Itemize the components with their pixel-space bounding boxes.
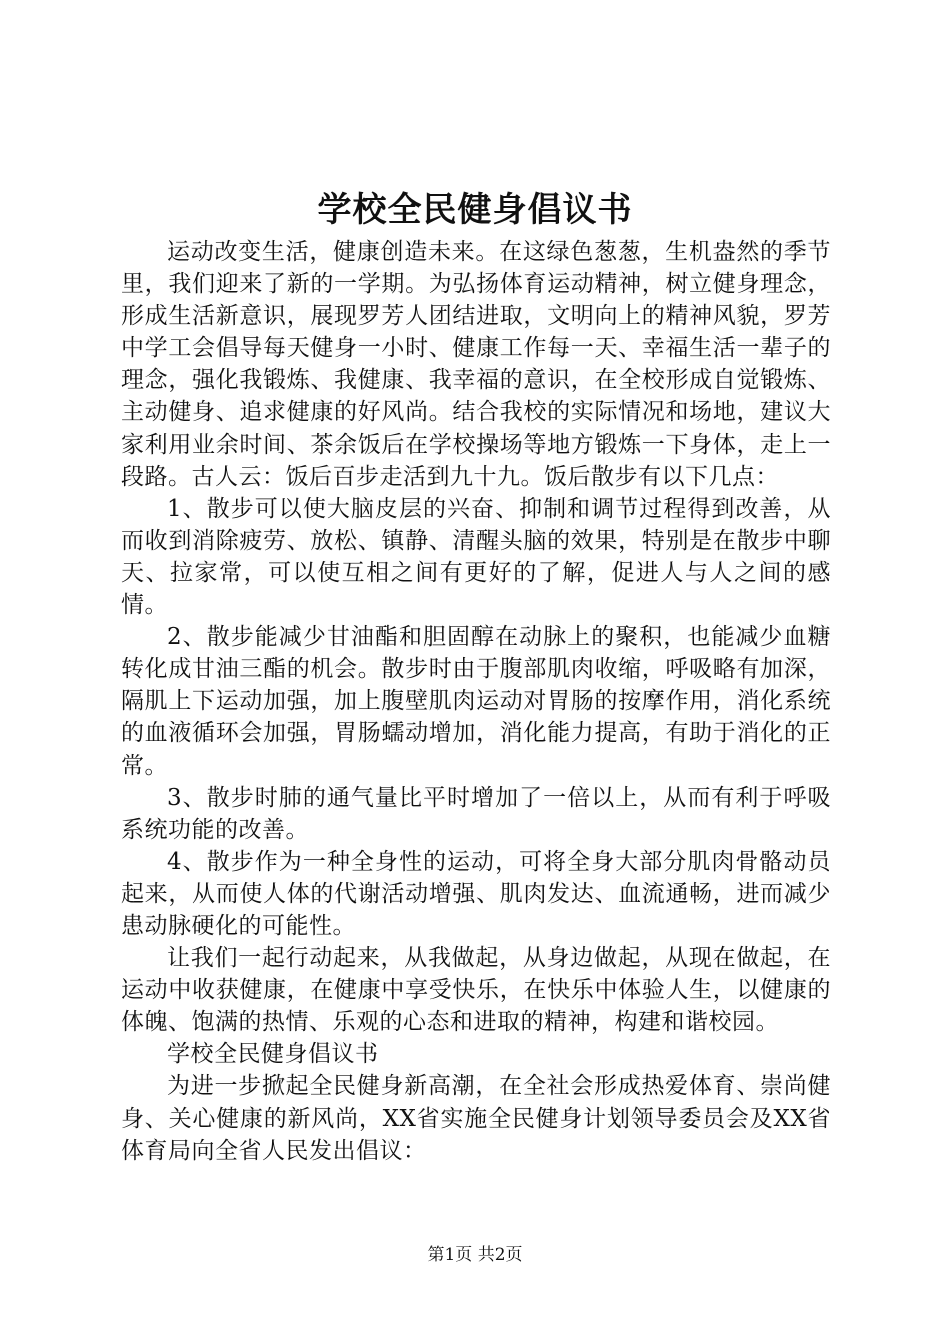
document-title: 学校全民健身倡议书 — [317, 190, 633, 230]
point-3-paragraph: 3、散步时肺的通气量比平时增加了一倍以上，从而有利于呼吸系统功能的改善。 — [121, 784, 831, 843]
document-body — [121, 236, 831, 1167]
repeated-title-line: 学校全民健身倡议书 — [167, 1041, 379, 1068]
point-1-paragraph: 1、散步可以使大脑皮层的兴奋、抑制和调节过程得到改善，从而收到消除疲劳、放松、镇静、清醒头脑的效果，特别是在散步中聊天、拉家常，可以使互相之间有更好的了解，促进人与人之间的感情。 — [121, 495, 831, 619]
page-number-footer: 第1页 共2页 — [427, 1245, 523, 1265]
closing-paragraph: 让我们一起行动起来，从我做起，从身边做起，从现在做起，在运动中收获健康，在健康中享受快乐，在快乐中体验人生，以健康的体魄、饱满的热情、乐观的心态和进取的精神，构建和谐校园。 — [121, 945, 831, 1036]
point-4-paragraph: 4、散步作为一种全身性的运动，可将全身大部分肌肉骨骼动员起来，从而使人体的代谢活动增强、肌肉发达、血流通畅，进而减少患动脉硬化的可能性。 — [121, 848, 831, 939]
intro-paragraph: 运动改变生活，健康创造未来。在这绿色葱葱，生机盎然的季节里，我们迎来了新的一学期。为弘扬体育运动精神，树立健身理念，形成生活新意识，展现罗芳人团结进取，文明向上的精神风貌，罗芳中学工会倡导每天健身一小时、健康工作每一天、幸福生活一辈子的理念，强化我锻炼、我健康、我幸福的意识，在全校形成自觉锻炼、主动健身、追求健康的好风尚。结合我校的实际情况和场地，建议大家利用业余时间、茶余饭后在学校操场等地方锻炼一下身体，走上一段路。古人云：饭后百步走活到九十九。饭后散步有以下几点： — [121, 239, 831, 490]
second-initiative-paragraph: 为进一步掀起全民健身新高潮，在全社会形成热爱体育、崇尚健身、关心健康的新风尚，XX省实施全民健身计划领导委员会及XX省体育局向全省人民发出倡议： — [121, 1073, 831, 1164]
point-2-paragraph: 2、散步能减少甘油酯和胆固醇在动脉上的聚积，也能减少血糖转化成甘油三酯的机会。散步时由于腹部肌肉收缩，呼吸略有加深，隔肌上下运动加强，加上腹壁肌肉运动对胃肠的按摩作用，消化系统的血液循环会加强，胃肠蠕动增加，消化能力提高，有助于消化的正常。 — [121, 624, 831, 779]
